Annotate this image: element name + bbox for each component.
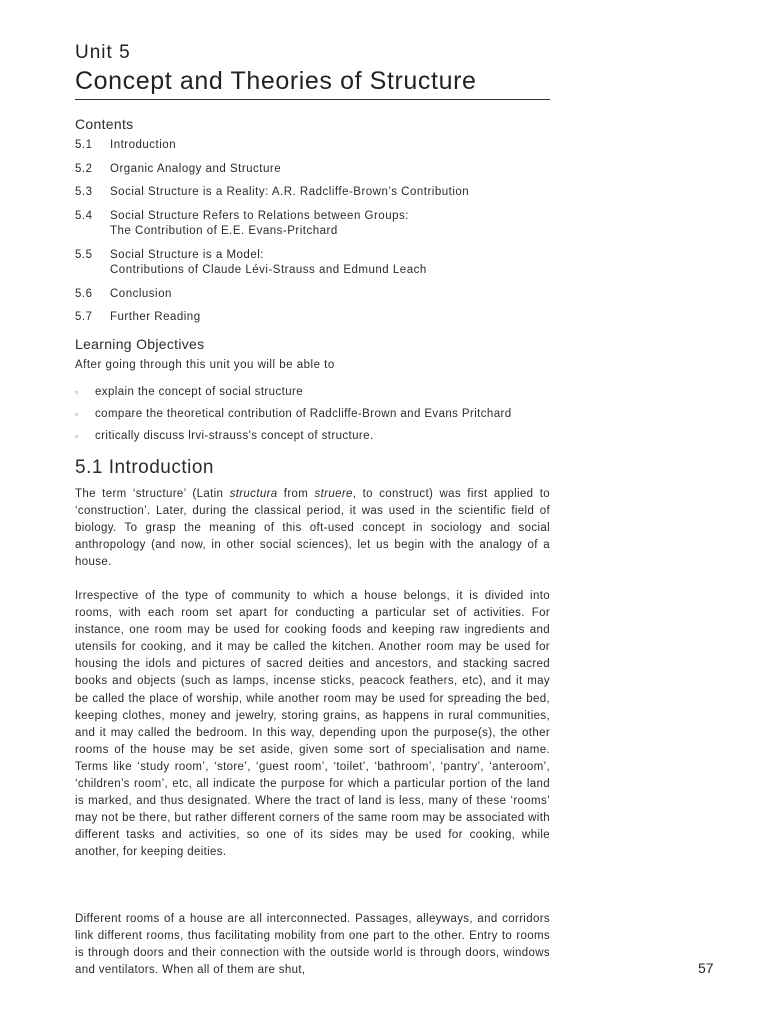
contents-item-number: 5.1 bbox=[75, 139, 93, 151]
paragraph-3: Different rooms of a house are all interconnected. Passages, alleyways, and corridors link different rooms, thus facilitating mobility from one part to the other. Entry to rooms is through doors and their connection with the outside world is through doors, windows and ventilators. When all of them are shut, bbox=[75, 913, 550, 977]
unit-title: Concept and Theories of Structure bbox=[75, 67, 477, 95]
title-divider bbox=[75, 99, 550, 100]
page-number: 57 bbox=[698, 960, 714, 976]
contents-item-line: Social Structure Refers to Relations between Groups: bbox=[110, 209, 409, 222]
square-bullet-icon: ▫ bbox=[75, 409, 79, 419]
square-bullet-icon: ▫ bbox=[75, 431, 79, 441]
p1-text-a: The term ‘structure’ (Latin bbox=[75, 488, 230, 500]
contents-item-title bbox=[110, 138, 176, 154]
square-bullet-icon: ▫ bbox=[75, 387, 79, 397]
contents-item-title bbox=[110, 162, 281, 178]
contents-item-number: 5.7 bbox=[75, 311, 93, 323]
contents-item bbox=[75, 162, 555, 178]
contents-item bbox=[75, 138, 555, 154]
contents-item-line: Conclusion bbox=[110, 287, 172, 300]
contents-item-line: Organic Analogy and Structure bbox=[110, 162, 282, 175]
contents-item-number: 5.3 bbox=[75, 186, 93, 198]
contents-item-number: 5.5 bbox=[75, 248, 93, 261]
contents-item-line: Contributions of Claude Lévi-Strauss and Edmund Leach bbox=[110, 264, 427, 276]
p1-latin-root: struere bbox=[314, 488, 353, 500]
objective-item bbox=[75, 403, 512, 425]
contents-item bbox=[75, 287, 555, 303]
objective-item bbox=[75, 381, 512, 403]
contents-item-line: The Contribution of E.E. Evans-Pritchard bbox=[110, 225, 338, 237]
contents-item-line: Further Reading bbox=[110, 311, 201, 323]
p1-latin-term: structura bbox=[229, 488, 278, 500]
learning-objectives-intro: After going through this unit you will be able to bbox=[75, 359, 335, 371]
contents-item-line: Introduction bbox=[110, 139, 177, 151]
objective-item bbox=[75, 425, 512, 447]
contents-item-number: 5.2 bbox=[75, 162, 93, 175]
contents-item bbox=[75, 248, 555, 279]
contents-item bbox=[75, 185, 555, 201]
contents-item-title bbox=[110, 248, 427, 279]
p1-text-e: , to construct) was first applied to ‘construction’. Later, during the classical period, it was used in the scientific field of biology. To grasp the meaning of this oft-used concept in sociology and social anthropology (and now, in other social sciences), let us begin with the analogy of a house. bbox=[75, 488, 550, 569]
contents-item-title bbox=[110, 209, 409, 240]
contents-heading: Contents bbox=[75, 116, 134, 132]
contents-item-title bbox=[110, 185, 469, 201]
p1-text-c: from bbox=[277, 488, 315, 500]
objective-text: explain the concept of social structure bbox=[95, 386, 304, 398]
learning-objectives-heading: Learning Objectives bbox=[75, 336, 205, 352]
objective-text: critically discuss lrvi-strauss's concept of structure. bbox=[95, 430, 374, 442]
contents-item-line: Social Structure is a Model: bbox=[110, 248, 264, 261]
contents-item bbox=[75, 209, 555, 240]
objectives-list bbox=[75, 381, 512, 447]
contents-item-number: 5.4 bbox=[75, 209, 93, 222]
contents-item bbox=[75, 310, 555, 326]
contents-item-title bbox=[110, 287, 172, 303]
contents-item-number: 5.6 bbox=[75, 287, 93, 300]
paragraph-2: Irrespective of the type of community to which a house belongs, it is divided into rooms, with each room set apart for conducting a particular set of activities. For instance, one room may be used for cooking foods and keeping raw ingredients and utensils for cooking, and it may be called the kitchen. Another room may be used for housing the idols and pictures of sacred deities and ancestors, and stacking sacred books and objects (such as lamps, incense sticks, peacock feathers, etc), and it may be called the place of worship, while another room may be used for spreading the bed, keeping clothes, money and jewelry, storing grains, as happens in rural communities, and it may called the bedroom. In this way, depending upon the purpose(s), the other rooms of the house may be set aside, given some sort of specialisation and name. Terms like ‘study room’, ‘store’, ‘guest room’, ‘toilet’, ‘bathroom’, ‘pantry’, ‘anteroom’, ‘children’s room’, etc, all indicate the purpose for which a particular portion of the land is marked, and thus designated. Where the tract of land is less, many of these ‘rooms’ may not be there, but rather different corners of the same room may be associated with different tasks and activities, so one of its sides may be used for cooking, while another, for keeping deities. bbox=[75, 590, 550, 859]
contents-item-line: Social Structure is a Reality: A.R. Radcliffe-Brown’s Contribution bbox=[110, 186, 470, 198]
objective-text: compare the theoretical contribution of Radcliffe-Brown and Evans Pritchard bbox=[95, 408, 512, 420]
contents-list bbox=[75, 138, 555, 334]
section-heading: 5.1 Introduction bbox=[75, 457, 214, 478]
unit-label: Unit 5 bbox=[75, 42, 131, 63]
paragraph-1 bbox=[75, 486, 550, 571]
contents-item-title bbox=[110, 310, 201, 326]
